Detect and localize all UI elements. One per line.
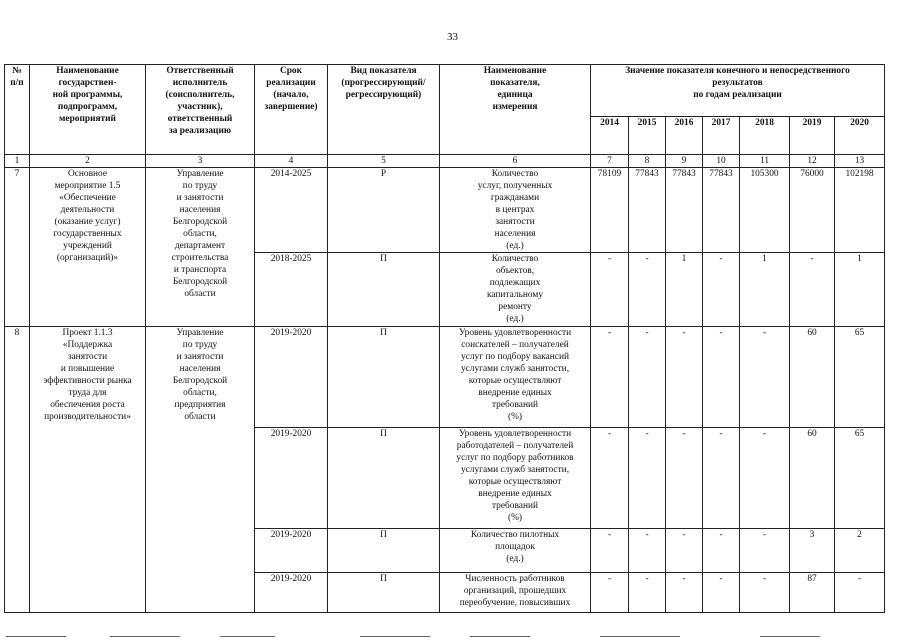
header-year: 2018 xyxy=(740,117,790,155)
value-cell: 77843 xyxy=(629,168,666,253)
indicators-table xyxy=(4,64,885,613)
value-cell: 77843 xyxy=(703,168,740,253)
program-name xyxy=(30,327,146,613)
value-cell: 60 xyxy=(790,327,835,428)
column-number: 2 xyxy=(30,155,146,168)
value-cell: - xyxy=(591,529,629,573)
column-number: 12 xyxy=(790,155,835,168)
value-cell: 87 xyxy=(790,573,835,613)
value-cell: 105300 xyxy=(740,168,790,253)
indicator-name-cell xyxy=(440,327,591,428)
indicator-kind-cell: П xyxy=(328,529,440,573)
responsible-executor xyxy=(146,327,255,613)
value-cell: - xyxy=(591,253,629,327)
indicator-name-cell xyxy=(440,428,591,529)
program-name xyxy=(30,168,146,327)
bottom-rule xyxy=(470,636,530,637)
header-indicator-name-text: Наименование показателя, единица измерения xyxy=(483,66,547,112)
column-number: 6 xyxy=(440,155,591,168)
period-cell: 2019-2020 xyxy=(255,428,328,529)
value-cell: 76000 xyxy=(790,168,835,253)
value-cell: - xyxy=(703,253,740,327)
value-cell: - xyxy=(740,529,790,573)
column-number: 8 xyxy=(629,155,666,168)
indicator-name-text: Количество пилотных площадок (ед.) xyxy=(470,530,560,564)
indicator-kind-cell: П xyxy=(328,253,440,327)
responsible-executor-text: Управление по труду и занятости населения Белгородской области, департамент строительства и транспорта Белгородской области xyxy=(171,169,229,299)
responsible-executor-text: Управление по труду и занятости населения Белгородской области, предприятия области xyxy=(172,328,228,422)
row-number: 7 xyxy=(5,168,30,327)
value-cell: - xyxy=(591,327,629,428)
header-responsible-text: Ответственный исполнитель (соисполнитель, участник), ответственный за реализацию xyxy=(165,66,235,136)
value-cell: 1 xyxy=(740,253,790,327)
column-number: 11 xyxy=(740,155,790,168)
indicator-name-cell xyxy=(440,253,591,327)
header-indicator-name xyxy=(440,65,591,155)
value-cell: 77843 xyxy=(666,168,703,253)
program-name-text: Проект 1.1.3 «Поддержка занятости и повышение эффективности рынка труда для обеспечения роста производительности» xyxy=(43,328,132,422)
header-indicator-kind-text: Вид показателя (прогрессирующий/ регрессирующий) xyxy=(341,66,426,100)
value-cell: - xyxy=(666,573,703,613)
header-num-text: № п/п xyxy=(10,66,24,88)
header-year: 2016 xyxy=(666,117,703,155)
header-year: 2020 xyxy=(835,117,885,155)
value-cell: - xyxy=(703,428,740,529)
bottom-rule xyxy=(220,636,275,637)
indicator-name-text: Уровень удовлетворенности соискателей – получателей услуг по подбору вакансий услугами служб занятости, которые осуществляют внедрение единых требований (%) xyxy=(458,328,572,422)
value-cell: - xyxy=(666,529,703,573)
bottom-rule xyxy=(6,636,66,637)
column-number: 9 xyxy=(666,155,703,168)
bottom-rule xyxy=(360,636,430,637)
value-cell: - xyxy=(740,428,790,529)
header-year: 2019 xyxy=(790,117,835,155)
period-cell: 2019-2020 xyxy=(255,573,328,613)
indicator-name-cell xyxy=(440,573,591,613)
program-name-text: Основное мероприятие 1.5 «Обеспечение деятельности (оказание услуг) государственных учреждений (организаций)» xyxy=(53,169,122,263)
bottom-rule xyxy=(760,636,820,637)
header-year: 2014 xyxy=(591,117,629,155)
value-cell: - xyxy=(740,573,790,613)
header-num xyxy=(5,65,30,155)
value-cell: - xyxy=(835,573,885,613)
value-cell: - xyxy=(703,573,740,613)
header-program-name-text: Наименование государствен- ной программы, подпрограмм, мероприятий xyxy=(52,66,123,124)
responsible-executor xyxy=(146,168,255,327)
header-year: 2017 xyxy=(703,117,740,155)
value-cell: - xyxy=(629,573,666,613)
value-cell: 60 xyxy=(790,428,835,529)
header-period-text: Срок реализации (начало, завершение) xyxy=(264,66,318,112)
table-row xyxy=(5,327,885,428)
table-row xyxy=(5,168,885,253)
value-cell: - xyxy=(790,253,835,327)
column-number: 7 xyxy=(591,155,629,168)
indicator-kind-cell: П xyxy=(328,573,440,613)
period-cell: 2014-2025 xyxy=(255,168,328,253)
indicator-kind-cell: П xyxy=(328,428,440,529)
header-indicator-kind xyxy=(328,65,440,155)
header-period xyxy=(255,65,328,155)
indicator-name-text: Количество услуг, полученных гражданами в центрах занятости населения (ед.) xyxy=(477,169,553,251)
value-cell: - xyxy=(629,327,666,428)
column-number: 1 xyxy=(5,155,30,168)
header-program-name xyxy=(30,65,146,155)
value-cell: 65 xyxy=(835,428,885,529)
value-cell: - xyxy=(703,529,740,573)
value-cell: 2 xyxy=(835,529,885,573)
value-cell: - xyxy=(666,327,703,428)
period-cell: 2019-2020 xyxy=(255,529,328,573)
indicator-name-text: Количество объектов, подлежащих капитальному ремонту (ед.) xyxy=(486,254,544,324)
value-cell: 1 xyxy=(666,253,703,327)
page-number: 33 xyxy=(447,31,458,43)
value-cell: 65 xyxy=(835,327,885,428)
column-number: 13 xyxy=(835,155,885,168)
header-values-group-text: Значение показателя конечного и непосредственного результатов по годам реализации xyxy=(625,66,850,100)
column-number: 5 xyxy=(328,155,440,168)
column-number: 4 xyxy=(255,155,328,168)
value-cell: - xyxy=(740,327,790,428)
bottom-rule xyxy=(600,636,680,637)
value-cell: - xyxy=(591,573,629,613)
header-responsible xyxy=(146,65,255,155)
value-cell: 102198 xyxy=(835,168,885,253)
value-cell: 3 xyxy=(790,529,835,573)
value-cell: - xyxy=(703,327,740,428)
value-cell: - xyxy=(629,529,666,573)
value-cell: - xyxy=(591,428,629,529)
indicator-name-cell xyxy=(440,168,591,253)
header-year: 2015 xyxy=(629,117,666,155)
period-cell: 2018-2025 xyxy=(255,253,328,327)
column-number: 10 xyxy=(703,155,740,168)
header-values-group xyxy=(591,65,885,117)
value-cell: 1 xyxy=(835,253,885,327)
indicator-name-cell xyxy=(440,529,591,573)
value-cell: - xyxy=(666,428,703,529)
column-number: 3 xyxy=(146,155,255,168)
row-number: 8 xyxy=(5,327,30,613)
indicator-name-text: Уровень удовлетворенности работодателей – получателей услуг по подбору работников услугами служб занятости, которые осуществляют внедрение единых требований (%) xyxy=(456,429,574,523)
bottom-rule xyxy=(110,636,180,637)
value-cell: - xyxy=(629,253,666,327)
indicator-name-text: Численность работников организаций, прошедших переобучение, повысивших xyxy=(459,574,571,608)
column-number-row xyxy=(5,155,885,168)
indicator-kind-cell: Р xyxy=(328,168,440,253)
value-cell: 78109 xyxy=(591,168,629,253)
value-cell: - xyxy=(629,428,666,529)
period-cell: 2019-2020 xyxy=(255,327,328,428)
indicator-kind-cell: П xyxy=(328,327,440,428)
